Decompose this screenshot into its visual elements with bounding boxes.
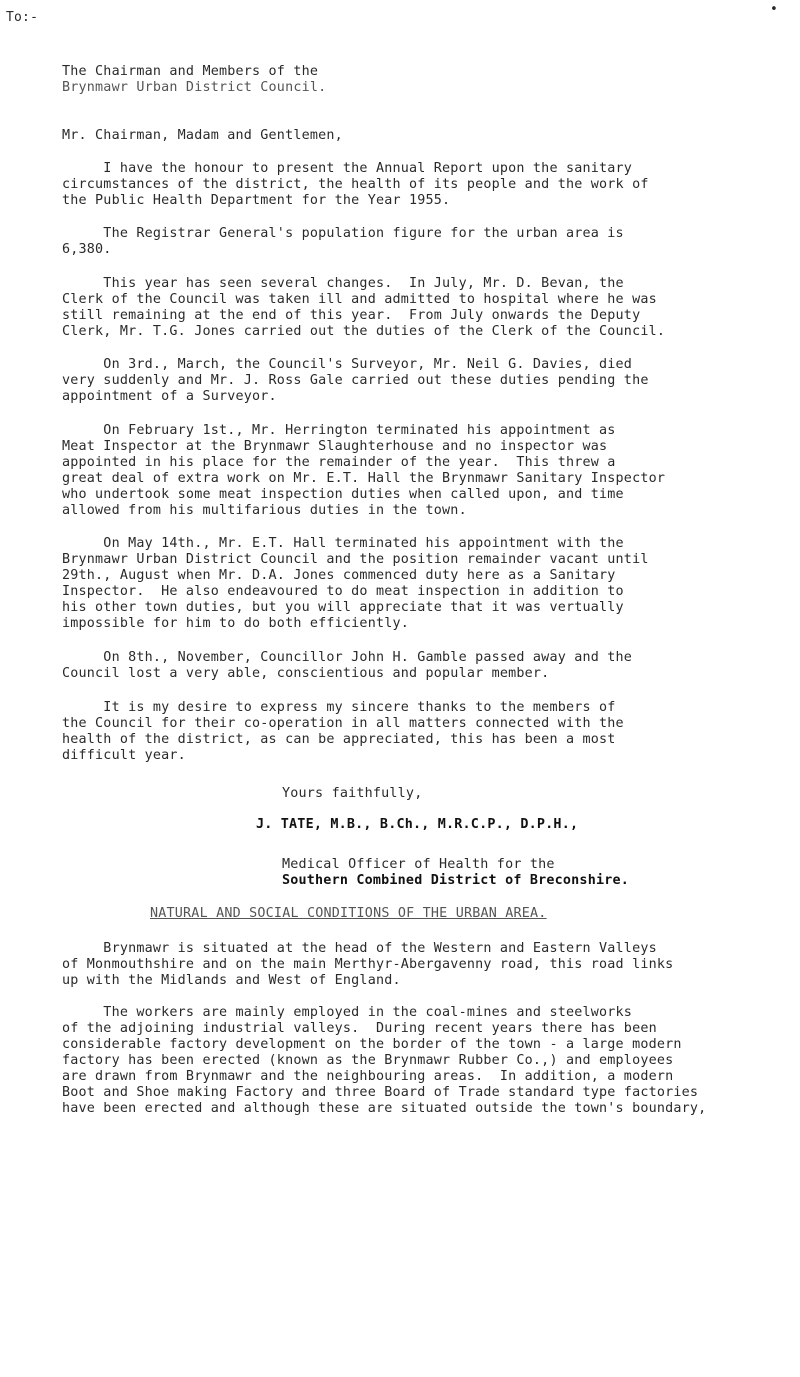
paragraph-line: Meat Inspector at the Brynmawr Slaughterhouse and no inspector was bbox=[62, 439, 608, 454]
paragraph-line: the Public Health Department for the Year 1955. bbox=[62, 193, 451, 208]
signature: J. TATE, M.B., B.Ch., M.R.C.P., D.P.H., bbox=[256, 817, 579, 832]
section-paragraph-line: Brynmawr is situated at the head of the Western and Eastern Valleys bbox=[62, 941, 657, 956]
paragraph-line: On February 1st., Mr. Herrington terminated his appointment as bbox=[62, 423, 616, 438]
paragraph-line: allowed from his multifarious duties in the town. bbox=[62, 503, 467, 518]
paragraph-line: 29th., August when Mr. D.A. Jones commenced duty here as a Sanitary bbox=[62, 568, 616, 583]
paragraph-line: Clerk, Mr. T.G. Jones carried out the duties of the Clerk of the Council. bbox=[62, 324, 666, 339]
paragraph-line: Clerk of the Council was taken ill and admitted to hospital where he was bbox=[62, 292, 657, 307]
section-paragraph-line: are drawn from Brynmawr and the neighbouring areas. In addition, a modern bbox=[62, 1069, 674, 1084]
closing: Yours faithfully, bbox=[282, 786, 423, 801]
paragraph-line: 6,380. bbox=[62, 242, 112, 257]
corner-mark: • bbox=[769, 2, 778, 17]
paragraph-line: This year has seen several changes. In July, Mr. D. Bevan, the bbox=[62, 276, 624, 291]
signature-title-line-2: Southern Combined District of Breconshire. bbox=[282, 873, 629, 888]
paragraph-line: Inspector. He also endeavoured to do meat inspection in addition to bbox=[62, 584, 624, 599]
section-paragraph-line: of the adjoining industrial valleys. During recent years there has been bbox=[62, 1021, 657, 1036]
paragraph-line: The Registrar General's population figure for the urban area is bbox=[62, 226, 624, 241]
paragraph-line: the Council for their co-operation in all matters connected with the bbox=[62, 716, 624, 731]
paragraph-line: On 8th., November, Councillor John H. Gamble passed away and the bbox=[62, 650, 633, 665]
addressee-line-2: Brynmawr Urban District Council. bbox=[62, 80, 327, 95]
paragraph-line: It is my desire to express my sincere thanks to the members of bbox=[62, 700, 616, 715]
paragraph-line: difficult year. bbox=[62, 748, 186, 763]
paragraph-line: his other town duties, but you will appreciate that it was vertually bbox=[62, 600, 624, 615]
paragraph-line: Council lost a very able, conscientious and popular member. bbox=[62, 666, 550, 681]
paragraph-line: circumstances of the district, the health of its people and the work of bbox=[62, 177, 649, 192]
paragraph-line: On May 14th., Mr. E.T. Hall terminated his appointment with the bbox=[62, 536, 624, 551]
addressee-line-1: The Chairman and Members of the bbox=[62, 64, 319, 79]
paragraph-line: health of the district, as can be appreciated, this has been a most bbox=[62, 732, 616, 747]
paragraph-line: very suddenly and Mr. J. Ross Gale carried out these duties pending the bbox=[62, 373, 649, 388]
paragraph-line: still remaining at the end of this year. From July onwards the Deputy bbox=[62, 308, 641, 323]
reference-label: To:- bbox=[6, 10, 39, 25]
paragraph-line: I have the honour to present the Annual Report upon the sanitary bbox=[62, 161, 633, 176]
section-paragraph-line: have been erected and although these are situated outside the town's boundary, bbox=[62, 1101, 707, 1116]
section-heading: NATURAL AND SOCIAL CONDITIONS OF THE URBAN AREA. bbox=[150, 906, 547, 921]
section-paragraph-line: up with the Midlands and West of England. bbox=[62, 973, 401, 988]
paragraph-line: appointment of a Surveyor. bbox=[62, 389, 277, 404]
paragraph-line: great deal of extra work on Mr. E.T. Hall the Brynmawr Sanitary Inspector bbox=[62, 471, 666, 486]
section-paragraph-line: considerable factory development on the border of the town - a large modern bbox=[62, 1037, 682, 1052]
paragraph-line: appointed in his place for the remainder of the year. This threw a bbox=[62, 455, 616, 470]
section-paragraph-line: of Monmouthshire and on the main Merthyr-Abergavenny road, this road links bbox=[62, 957, 674, 972]
section-paragraph-line: Boot and Shoe making Factory and three Board of Trade standard type factories bbox=[62, 1085, 699, 1100]
section-paragraph-line: factory has been erected (known as the Brynmawr Rubber Co.,) and employees bbox=[62, 1053, 674, 1068]
paragraph-line: On 3rd., March, the Council's Surveyor, Mr. Neil G. Davies, died bbox=[62, 357, 633, 372]
paragraph-line: impossible for him to do both efficiently. bbox=[62, 616, 409, 631]
section-paragraph-line: The workers are mainly employed in the coal-mines and steelworks bbox=[62, 1005, 633, 1020]
paragraph-line: who undertook some meat inspection duties when called upon, and time bbox=[62, 487, 624, 502]
signature-title-line-1: Medical Officer of Health for the bbox=[282, 857, 555, 872]
paragraph-line: Brynmawr Urban District Council and the position remainder vacant until bbox=[62, 552, 649, 567]
salutation: Mr. Chairman, Madam and Gentlemen, bbox=[62, 128, 343, 143]
